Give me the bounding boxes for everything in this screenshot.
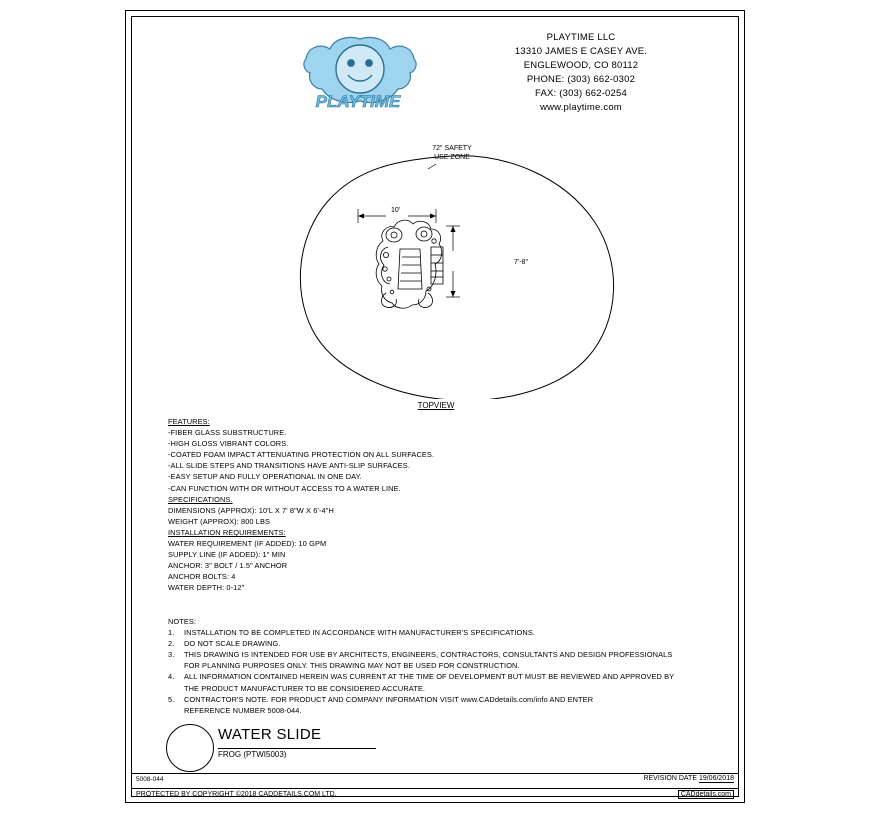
company-name: PLAYTIME LLC bbox=[546, 32, 616, 43]
company-address-line1: 13310 JAMES E CASEY AVE. bbox=[514, 46, 648, 57]
company-address-line2: ENGLEWOOD, CO 80112 bbox=[523, 60, 639, 71]
specifications-heading: SPECIFICATIONS. bbox=[168, 494, 233, 504]
installation-item: WATER REQUIREMENT (IF ADDED): 10 GPM bbox=[168, 539, 327, 549]
features-heading: FEATURES: bbox=[168, 417, 210, 426]
view-label: TOPVIEW bbox=[417, 401, 455, 410]
title-block bbox=[166, 724, 706, 769]
features-item: -EASY SETUP AND FULLY OPERATIONAL IN ONE DAY. bbox=[168, 472, 362, 482]
features-item: -FIBER GLASS SUBSTRUCTURE. bbox=[168, 428, 287, 438]
features-item: -HIGH GLOSS VIBRANT COLORS. bbox=[168, 439, 289, 449]
notes-text: DO NOT SCALE DRAWING. bbox=[184, 639, 281, 649]
company-fax: FAX: (303) 662-0254 bbox=[535, 88, 627, 99]
features-specifications-block bbox=[168, 416, 434, 594]
reference-number: 5008-044 bbox=[136, 776, 164, 783]
drawing-sheet bbox=[125, 10, 745, 803]
playtime-logo bbox=[286, 29, 436, 119]
notes-text: THIS DRAWING IS INTENDED FOR USE BY ARCHITECTS, ENGINEERS, CONTRACTORS, CONSULTANTS AND DESIGN PROFESSIONALS bbox=[184, 650, 673, 660]
playtime-logo-graphic bbox=[286, 29, 436, 119]
installation-heading: INSTALLATION REQUIREMENTS: bbox=[168, 527, 286, 537]
notes-text: ALL INFORMATION CONTAINED HEREIN WAS CURRENT AT THE TIME OF DEVELOPMENT BUT MUST BE REVIEWED AND APPROVED BY bbox=[184, 672, 675, 682]
drawing-subtitle: FROG (PTWI5003) bbox=[218, 750, 287, 759]
revision-date: 19/06/2018 bbox=[698, 775, 734, 782]
notes-item bbox=[168, 627, 674, 638]
notes-item bbox=[168, 671, 674, 682]
caddetails-link[interactable]: CADdetails.com bbox=[678, 790, 734, 799]
notes-number: 3. bbox=[168, 650, 175, 660]
notes-item bbox=[168, 638, 674, 649]
features-item: -COATED FOAM IMPACT ATTENUATING PROTECTION ON ALL SURFACES. bbox=[168, 450, 435, 460]
specifications-item: WEIGHT (APPROX): 800 LBS bbox=[168, 516, 271, 526]
notes-text: INSTALLATION TO BE COMPLETED IN ACCORDANCE WITH MANUFACTURER'S SPECIFICATIONS. bbox=[184, 628, 535, 638]
notes-number: 5. bbox=[168, 694, 175, 704]
dimension-width: 10' bbox=[391, 207, 401, 214]
detail-marker-circle bbox=[166, 724, 214, 772]
safety-use-zone-label bbox=[417, 144, 487, 162]
notes-number: 2. bbox=[168, 639, 175, 649]
top-view-drawing bbox=[136, 129, 736, 419]
notes-text: REFERENCE NUMBER 5008-044. bbox=[184, 705, 302, 715]
svg-text:PLAYTIME: PLAYTIME bbox=[315, 92, 401, 111]
revision-label: REVISION DATE bbox=[643, 775, 697, 782]
notes-number: 4. bbox=[168, 672, 175, 682]
copyright-notice: PROTECTED BY COPYRIGHT ©2018 CADDETAILS.COM LTD. bbox=[136, 791, 337, 798]
company-phone: PHONE: (303) 662-0302 bbox=[526, 74, 636, 85]
installation-item: SUPPLY LINE (IF ADDED): 1" MIN bbox=[168, 550, 286, 560]
notes-item bbox=[168, 694, 674, 705]
features-item: -CAN FUNCTION WITH OR WITHOUT ACCESS TO A WATER LINE. bbox=[168, 483, 401, 493]
installation-item: WATER DEPTH: 0-12" bbox=[168, 583, 245, 593]
revision-info bbox=[643, 775, 734, 782]
notes-heading: NOTES: bbox=[168, 617, 197, 626]
notes-item bbox=[168, 649, 674, 660]
specifications-item: DIMENSIONS (APPROX): 10'L X 7' 8"W X 6'-4"H bbox=[168, 505, 334, 515]
footer-divider-top bbox=[132, 773, 738, 774]
dimension-height: 7'-8" bbox=[514, 259, 528, 266]
features-item: -ALL SLIDE STEPS AND TRANSITIONS HAVE ANTI-SLIP SURFACES. bbox=[168, 461, 410, 471]
notes-block bbox=[168, 616, 674, 716]
title-divider bbox=[218, 748, 376, 749]
company-website: www.playtime.com bbox=[540, 102, 622, 113]
company-info-block bbox=[456, 31, 706, 115]
notes-text: FOR PLANNING PURPOSES ONLY. THIS DRAWING MAY NOT BE USED FOR CONSTRUCTION. bbox=[184, 661, 520, 671]
notes-text: THE PRODUCT MANUFACTURER TO BE CONSIDERED ACCURATE. bbox=[184, 683, 426, 693]
drawing-title: WATER SLIDE bbox=[218, 726, 322, 743]
installation-item: ANCHOR: 3" BOLT / 1.5" ANCHOR bbox=[168, 561, 288, 571]
installation-item: ANCHOR BOLTS: 4 bbox=[168, 572, 236, 582]
drawing-graphic bbox=[136, 129, 736, 399]
notes-number: 1. bbox=[168, 628, 175, 638]
notes-text: CONTRACTOR'S NOTE. FOR PRODUCT AND COMPANY INFORMATION VISIT www.CADdetails.com/info AND ENTER bbox=[184, 694, 594, 704]
footer-divider-bottom bbox=[132, 788, 738, 789]
safety-use-zone-label-line1: 72" SAFETY bbox=[432, 145, 472, 152]
safety-use-zone-label-line2: USE ZONE bbox=[434, 154, 470, 161]
